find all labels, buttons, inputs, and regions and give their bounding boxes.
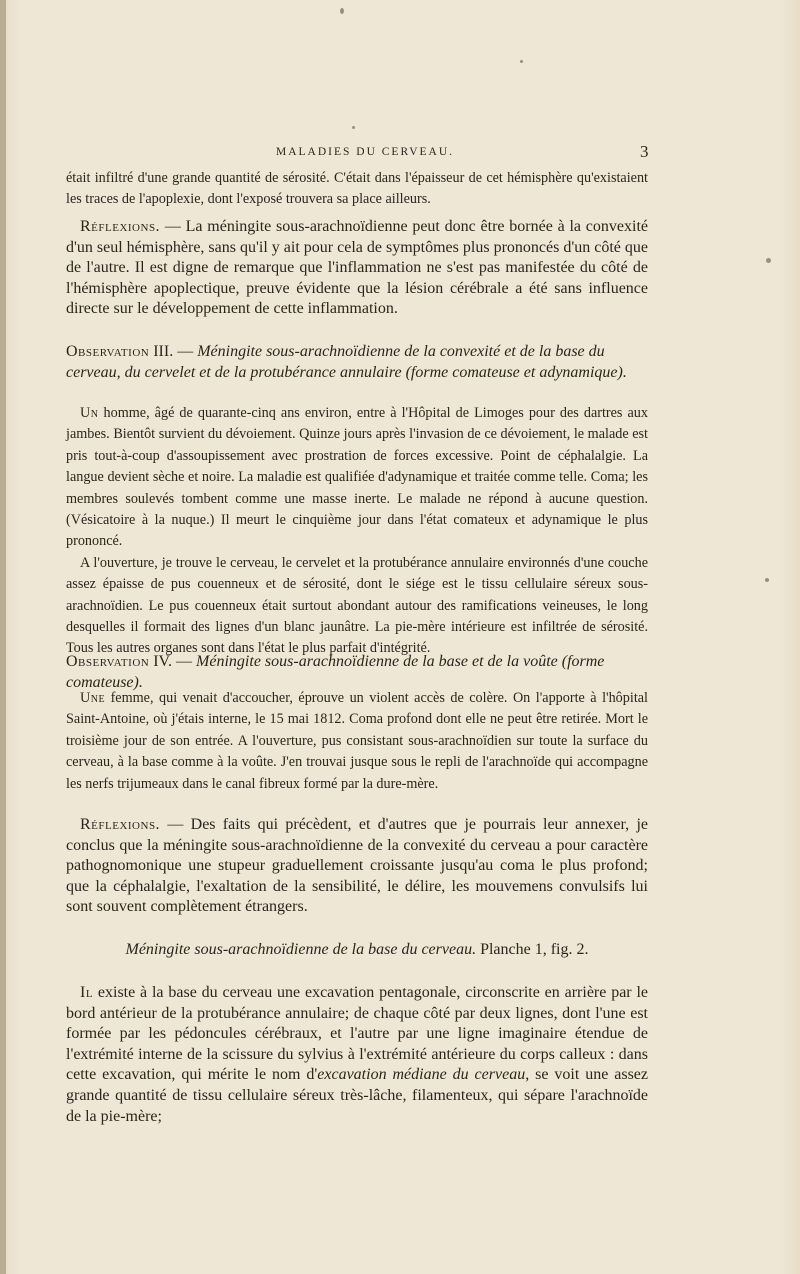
paragraph-lead: Une [80,690,106,706]
reflexions-lead: Réflexions. [80,218,161,235]
observation-label: Observation [66,343,150,360]
reflexions-lead: Réflexions. [80,816,161,833]
observation-number: IV. — [149,653,197,670]
observation-3-body [66,403,648,660]
paper-speck [520,60,523,63]
page-binding-edge [0,0,6,1274]
paragraph-text: existe à la base du cerveau une excavation pentagonale, circonscrite en arrière par le bord antérieur de la protubérance annulaire; de chaque côté par deux lignes, dont l'une est formée par les pédoncules cérébraux, et l'autre par une ligne imaginaire étendue de l'extrémité interne de la scissure du sylvius à l'extrémité antérieure du corps calleux : dans cette excavation, qui mérite le nom d' [66,984,648,1084]
running-head: MALADIES DU CERVEAU. [275,146,455,158]
observation-title: Méningite sous-arachnoïdienne de la convexité et de la base du cerveau, du cervelet et de la protubérance annulaire (forme comateuse et adynamique). [66,343,627,381]
section-plate-reference: Planche 1, fig. 2. [476,941,589,958]
paper-speck [765,578,769,582]
reflexions-paragraph-1 [66,217,648,320]
paragraph-top: était infiltré d'une grande quantité de sérosité. C'était dans l'épaisseur de cet hémisphère qu'existaient les traces de l'apoplexie, dont l'exposé trouvera sa place ailleurs. [66,170,648,208]
observation-4-heading [66,652,648,693]
observation-4-body [66,688,648,795]
paragraph-lead: Il [80,984,94,1001]
italic-term: excavation médiane du cerveau [317,1066,526,1084]
paragraph-text: A l'ouverture, je trouve le cerveau, le cervelet et la protubérance annulaire environnés d'une couche assez épaisse de pus couenneux et de sérosité, dont le siége est le tissu cellulaire séreux sous-arachnoïdien. Le pus couenneux était surtout abondant autour des ramifications veineuses, le long desquelles il formait des lignes d'un blanc jaunâtre. La pie-mère intérieure est infiltrée de sérosité. Tous les autres organes sont dans l'état le plus parfait d'intégrité. [66,554,648,657]
paper-speck [352,126,355,129]
reflexions-text: — La méningite sous-arachnoïdienne peut donc être bornée à la convexité d'un seul hémisphère, sans qu'il y ait pour cela de symptômes plus prononcés d'un côté que de l'autre. Il est digne de remarque que l'inflammation ne s'est pas manifestée du côté de l'hémisphère apoplectique, preuve évidente que la lésion cérébrale a été sans influence directe sur le développement de cette inflammation. [66,218,648,318]
page-number: 3 [640,142,649,161]
reflexions-paragraph-2 [66,815,648,918]
final-paragraph [66,983,648,1127]
paragraph-text: femme, qui venait d'accoucher, éprouve un violent accès de colère. On l'apporte à l'hôpital Saint-Antoine, où j'étais interne, le 15 mai 1812. Coma profond dont elle ne peut être retirée. Mort le troisième jour de son entrée. A l'ouverture, pus consistant sous-arachnoïdien sur toute la surface du cerveau, à la base comme à la voûte. J'en trouvai jusque sous le repli de l'arachnoïde qui accompagne les nerfs trijumeaux dans le canal fibreux formé par la dure-mère. [66,690,648,792]
paragraph-lead: Un [80,405,99,421]
page-header [0,142,800,166]
paper-speck [766,258,771,263]
observation-title: Méningite sous-arachnoïdienne de la base et de la voûte (forme comateuse). [66,653,605,691]
paragraph-text: , se voit une assez grande quantité de tissu cellulaire séreux très-lâche, filamenteux, qui sépare l'arachnoïde de la pie-mère; [66,1066,649,1125]
paper-speck [340,8,344,14]
reflexions-text: — Des faits qui précèdent, et d'autres que je pourrais leur annexer, je conclus que la méningite sous-arachnoïdienne de la convexité du cerveau a pour caractère pathognomonique une stupeur graduellement croissante jusqu'au coma le plus profond; que la céphalalgie, l'exaltation de la sensibilité, le délire, les mouvemens convulsifs lui sont souvent complètement étrangers. [66,816,648,916]
section-heading [66,940,648,961]
paragraph-text: homme, âgé de quarante-cinq ans environ, entre à l'Hôpital de Limoges pour des dartres aux jambes. Bientôt survient du dévoiement. Quinze jours après l'invasion de ce dévoiement, le malade est pris tout-à-coup d'assoupissement avec prostration de forces excessive. Point de céphalalgie. La langue devient sèche et noire. La maladie est qualifiée d'adynamique et traitée comme telle. Coma; les membres soulevés tombent comme une masse inerte. Le malade ne répond à aucune question. (Vésicatoire à la nuque.) Il meurt le cinquième jour dans l'état comateux et adynamique le plus prononcé. [66,405,648,550]
observation-number: III. — [149,343,198,360]
observation-3-heading [66,342,648,383]
observation-label: Observation [66,653,150,670]
section-title: Méningite sous-arachnoïdienne de la base du cerveau. [125,941,477,958]
